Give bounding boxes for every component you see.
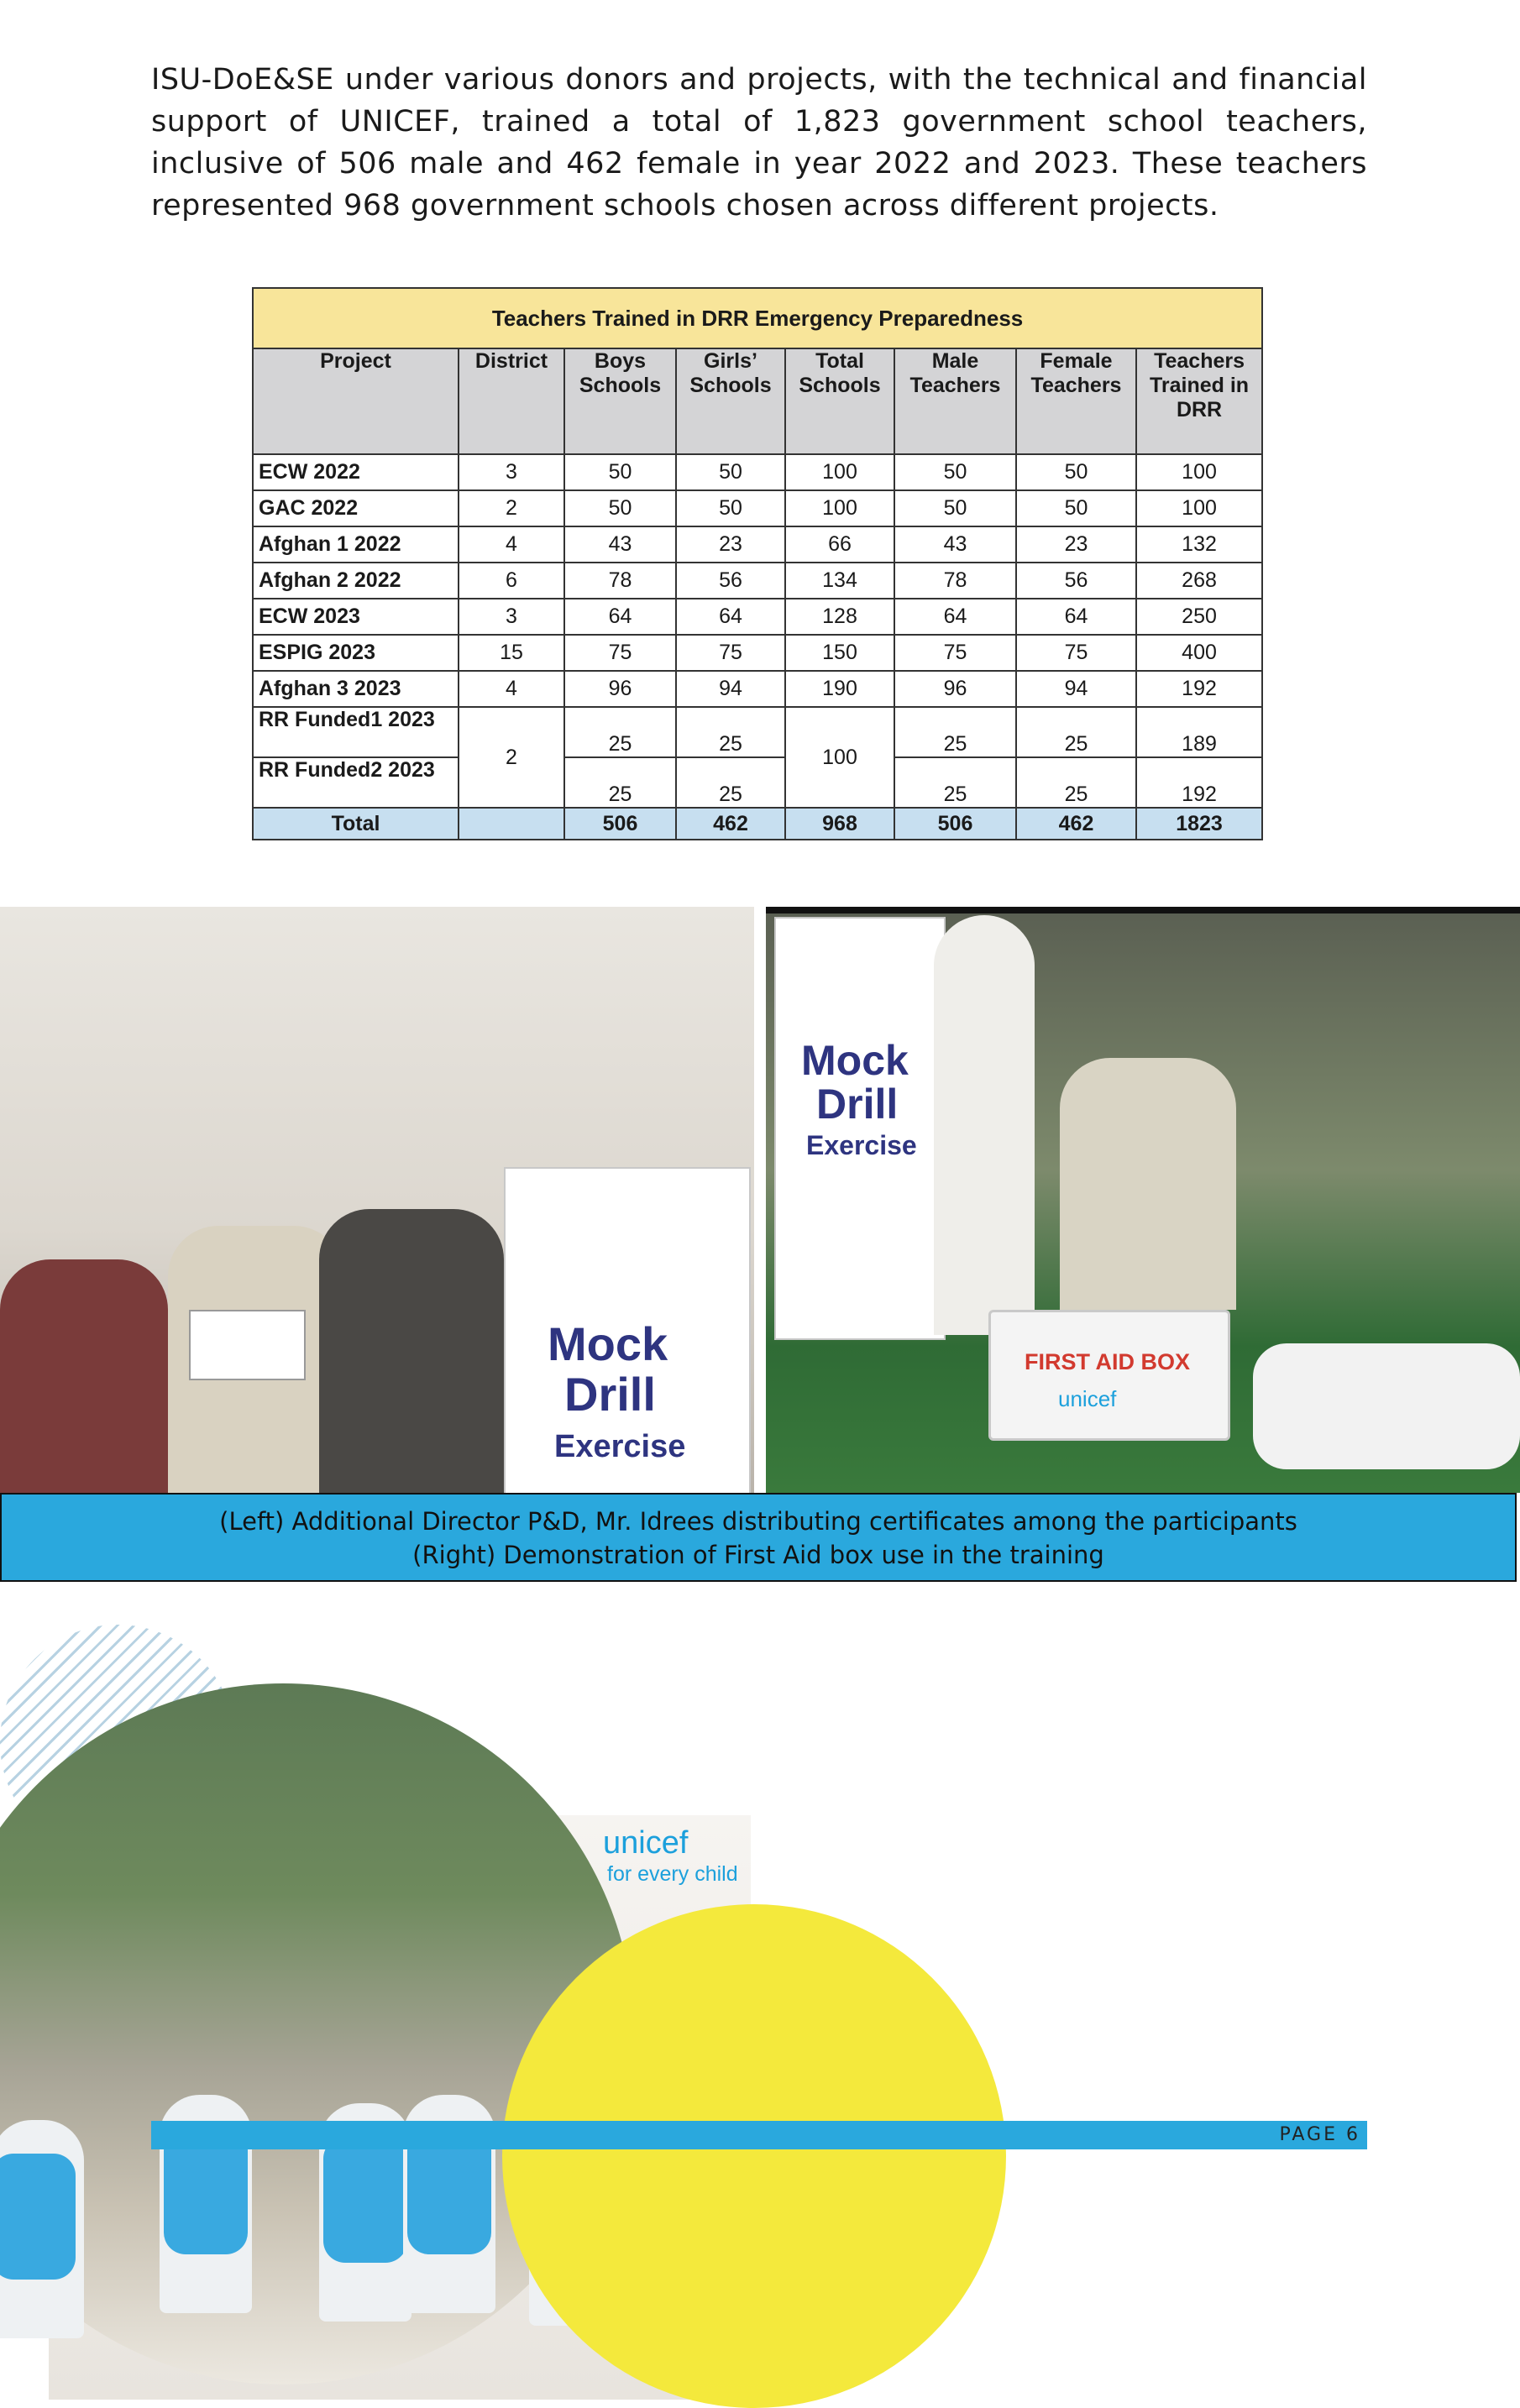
table-row <box>253 635 1262 671</box>
table-title: Teachers Trained in DRR Emergency Preparedness <box>253 288 1262 348</box>
drr-table <box>252 287 1263 840</box>
col-header: Project <box>253 348 459 454</box>
table-cell: 1823 <box>1136 808 1262 840</box>
table-cell: RR Funded2 2023 <box>253 757 459 808</box>
table-cell: 150 <box>785 635 894 671</box>
table-cell: 50 <box>564 490 676 526</box>
table-cell: 190 <box>785 671 894 707</box>
mock-title: Drill <box>816 1081 899 1128</box>
table-cell: 25 <box>676 707 785 757</box>
table-cell: 192 <box>1136 757 1262 808</box>
table-cell: 50 <box>1016 490 1136 526</box>
table-cell: 96 <box>894 671 1016 707</box>
caption-line-2: (Right) Demonstration of First Aid box use in the training <box>412 1541 1104 1569</box>
certificate <box>189 1310 306 1380</box>
table-cell: 75 <box>1016 635 1136 671</box>
caption-line-1: (Left) Additional Director P&D, Mr. Idrees distributing certificates among the participants <box>219 1507 1297 1536</box>
table-cell: 4 <box>459 526 564 563</box>
table-cell: 192 <box>1136 671 1262 707</box>
table-cell: 78 <box>894 563 1016 599</box>
table-cell: 64 <box>676 599 785 635</box>
backpack-icon <box>0 2154 76 2280</box>
unicef-logo: unicef <box>603 1825 689 1861</box>
table-cell: 462 <box>676 808 785 840</box>
table-cell: 462 <box>1016 808 1136 840</box>
table-cell: 25 <box>894 707 1016 757</box>
mock-subtitle: Exercise <box>554 1429 686 1464</box>
col-header: District <box>459 348 564 454</box>
table-row <box>253 671 1262 707</box>
mock-subtitle: Exercise <box>806 1130 917 1160</box>
table-row <box>253 707 1262 757</box>
table-cell: 50 <box>1016 454 1136 490</box>
table-cell: ESPIG 2023 <box>253 635 459 671</box>
table-cell: 132 <box>1136 526 1262 563</box>
drr-table-container <box>252 287 1261 840</box>
col-header: Boys Schools <box>564 348 676 454</box>
footer-bar <box>151 2121 1367 2149</box>
table-cell: 43 <box>564 526 676 563</box>
col-header: Female Teachers <box>1016 348 1136 454</box>
table-cell: 78 <box>564 563 676 599</box>
table-cell: 50 <box>894 490 1016 526</box>
table-cell: 66 <box>785 526 894 563</box>
table-cell: 100 <box>785 490 894 526</box>
table-cell: 64 <box>894 599 1016 635</box>
table-row <box>253 526 1262 563</box>
table-cell: 94 <box>1016 671 1136 707</box>
table-cell: 64 <box>1016 599 1136 635</box>
table-cell: Afghan 3 2023 <box>253 671 459 707</box>
mock-drill-poster <box>504 1167 751 1496</box>
table-cell: 56 <box>1016 563 1136 599</box>
table-cell: RR Funded1 2023 <box>253 707 459 757</box>
table-cell: 3 <box>459 454 564 490</box>
table-cell: 50 <box>894 454 1016 490</box>
table-row <box>253 490 1262 526</box>
backpack-icon <box>323 2137 407 2263</box>
table-cell: 25 <box>564 707 676 757</box>
participant-figure <box>1060 1058 1236 1310</box>
table-cell: 2 <box>459 490 564 526</box>
table-cell: 15 <box>459 635 564 671</box>
director-figure <box>319 1209 504 1495</box>
lying-participant <box>1253 1343 1520 1469</box>
table-cell: 56 <box>676 563 785 599</box>
table-cell: 23 <box>1016 526 1136 563</box>
table-cell: 43 <box>894 526 1016 563</box>
table-cell: 25 <box>894 757 1016 808</box>
table-cell: 50 <box>676 490 785 526</box>
mock-drill-poster <box>774 917 946 1340</box>
first-aid-label: FIRST AID BOX <box>1025 1349 1191 1374</box>
table-cell: 64 <box>564 599 676 635</box>
table-cell: 50 <box>564 454 676 490</box>
table-cell: 25 <box>1016 757 1136 808</box>
table-cell: 75 <box>894 635 1016 671</box>
table-total-row <box>253 808 1262 840</box>
first-aid-box <box>988 1310 1230 1441</box>
col-header: Total Schools <box>785 348 894 454</box>
table-cell: Total <box>253 808 459 840</box>
table-cell: 189 <box>1136 707 1262 757</box>
table-cell: ECW 2022 <box>253 454 459 490</box>
table-cell: 6 <box>459 563 564 599</box>
mock-title: Mock <box>548 1317 668 1370</box>
table-cell: 75 <box>676 635 785 671</box>
table-cell: 100 <box>785 707 894 808</box>
table-cell: 250 <box>1136 599 1262 635</box>
table-row <box>253 563 1262 599</box>
intro-paragraph: ISU-DoE&SE under various donors and projects, with the technical and financial support of UNICEF, trained a total of 1,823 government school teachers, inclusive of 506 male and 462 female in year 2022 and 2023. These teachers represented 968 government schools chosen across different projects. <box>151 63 1367 222</box>
table-cell: 4 <box>459 671 564 707</box>
table-cell: 134 <box>785 563 894 599</box>
table-cell: 400 <box>1136 635 1262 671</box>
table-cell: 75 <box>564 635 676 671</box>
table-cell: Afghan 2 2022 <box>253 563 459 599</box>
table-cell: 100 <box>1136 490 1262 526</box>
table-cell: Afghan 1 2022 <box>253 526 459 563</box>
table-cell: 23 <box>676 526 785 563</box>
photo-certificate-distribution <box>0 907 754 1886</box>
col-header: Male Teachers <box>894 348 1016 454</box>
table-cell: 25 <box>676 757 785 808</box>
table-cell: 2 <box>459 707 564 808</box>
participant-figure <box>0 1259 168 1495</box>
table-cell: 25 <box>1016 707 1136 757</box>
table-cell: 506 <box>564 808 676 840</box>
table-cell: 506 <box>894 808 1016 840</box>
table-cell: 100 <box>1136 454 1262 490</box>
table-cell: 94 <box>676 671 785 707</box>
table-cell: 50 <box>676 454 785 490</box>
table-row <box>253 599 1262 635</box>
participant-figure <box>934 915 1035 1335</box>
table-row <box>253 454 1262 490</box>
unicef-tagline: for every child <box>607 1862 738 1886</box>
mock-title: Drill <box>564 1368 656 1421</box>
yellow-circle-decoration <box>502 1904 1006 2408</box>
table-cell: 968 <box>785 808 894 840</box>
col-header: Girls’ Schools <box>676 348 785 454</box>
photo-first-aid-demo <box>766 907 1520 1493</box>
table-cell: 96 <box>564 671 676 707</box>
table-cell: ECW 2023 <box>253 599 459 635</box>
col-header: Teachers Trained in DRR <box>1136 348 1262 454</box>
photo-caption <box>0 1493 1517 1582</box>
table-header-row <box>253 348 1262 454</box>
table-cell: 100 <box>785 454 894 490</box>
table-cell: 25 <box>564 757 676 808</box>
table-cell: 128 <box>785 599 894 635</box>
table-cell: GAC 2022 <box>253 490 459 526</box>
page-number: PAGE 6 <box>1279 2124 1360 2145</box>
table-cell: 268 <box>1136 563 1262 599</box>
table-cell <box>459 808 564 840</box>
table-row <box>253 757 1262 808</box>
mock-title: Mock <box>801 1037 909 1084</box>
table-cell: 3 <box>459 599 564 635</box>
unicef-logo: unicef <box>1058 1386 1117 1411</box>
